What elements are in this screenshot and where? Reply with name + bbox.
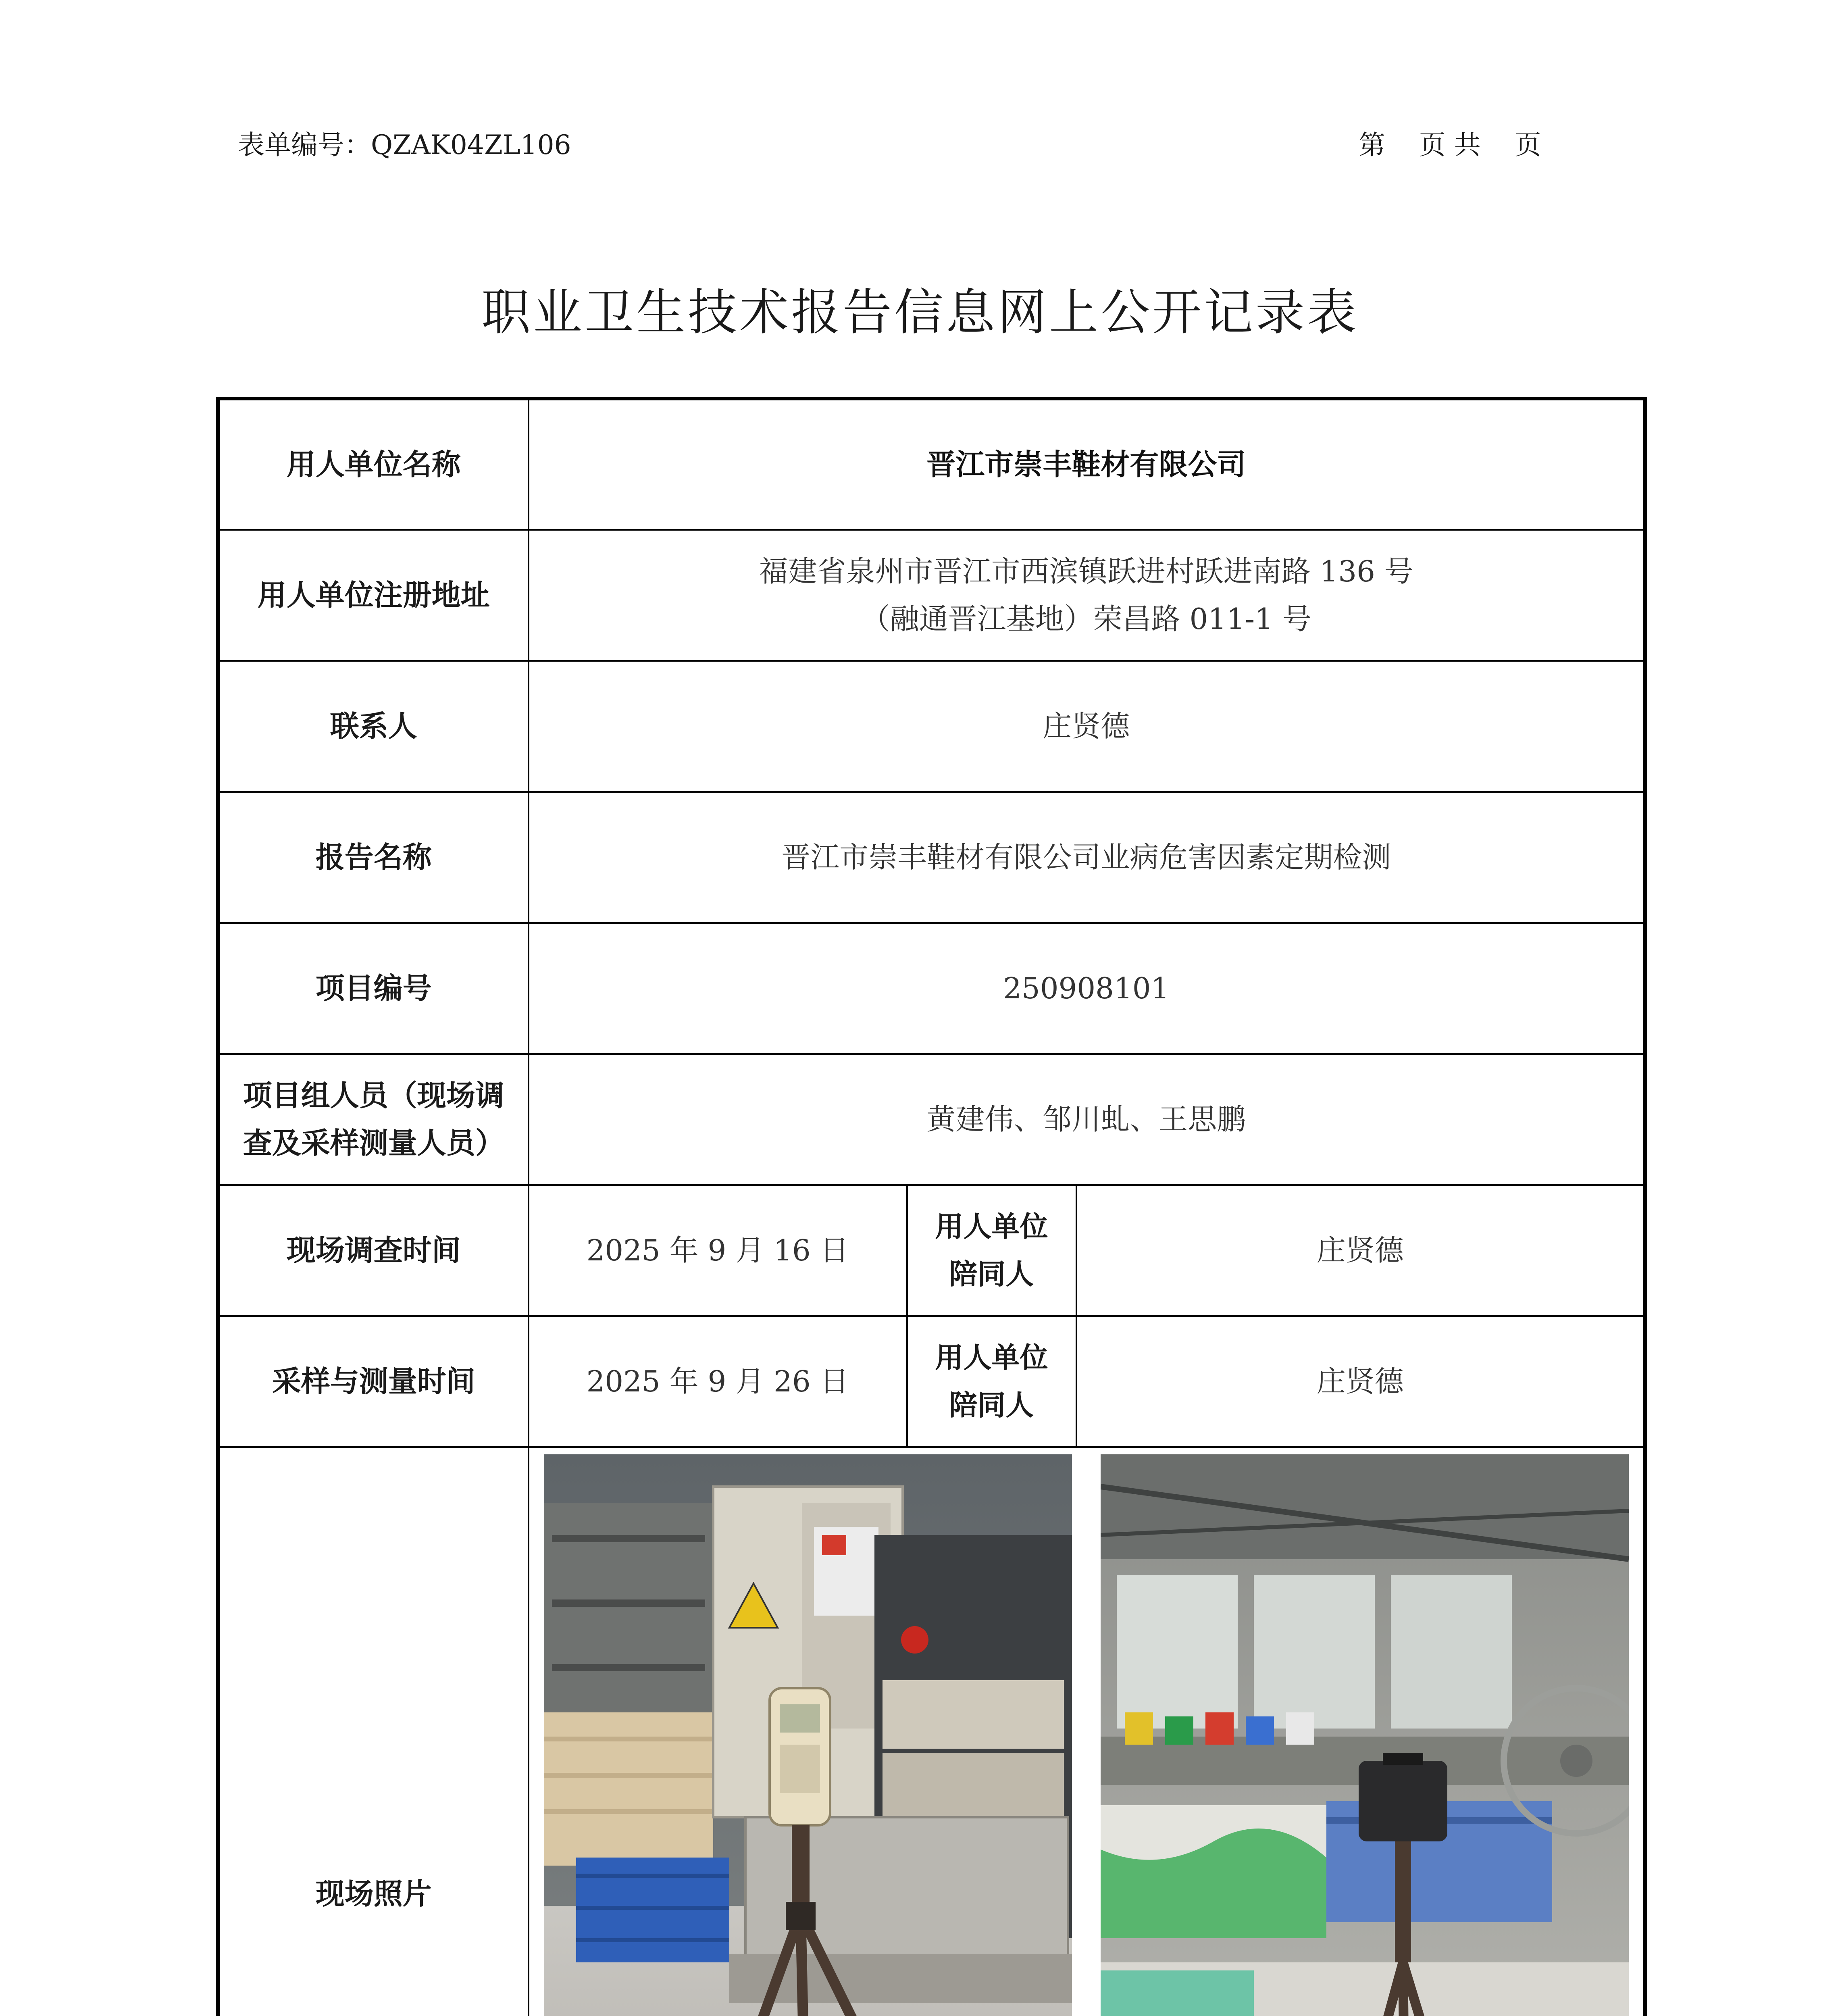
team-label-line2: 查及采样测量人员）	[243, 1126, 504, 1160]
row-project-no	[218, 923, 1645, 1054]
sampling-escort-label-line1: 用人单位	[935, 1341, 1048, 1374]
survey-escort-value: 庄贤德	[1076, 1185, 1645, 1316]
row-photos	[218, 1447, 1645, 2016]
sampling-time-value: 2025 年 9 月 26 日	[529, 1316, 907, 1447]
team-label	[218, 1054, 529, 1185]
row-registered-address	[218, 530, 1645, 661]
survey-escort-label-line2: 陪同人	[949, 1258, 1034, 1291]
team-label-line1: 项目组人员（现场调	[243, 1079, 504, 1112]
row-report-name	[218, 792, 1645, 923]
photos-container	[529, 1448, 1644, 2016]
registered-address-label: 用人单位注册地址	[218, 530, 529, 661]
registered-address-line1: 福建省泉州市晋江市西滨镇跃进村跃进南路 136 号	[759, 554, 1413, 588]
team-value: 黄建伟、邹川虬、王思鹏	[529, 1054, 1645, 1185]
record-table	[216, 397, 1647, 2016]
registered-address-value	[529, 530, 1645, 661]
site-photo-1-image	[544, 1454, 1072, 2016]
sampling-time-label: 采样与测量时间	[218, 1316, 529, 1447]
site-photo-1	[544, 1454, 1072, 2016]
row-contact	[218, 661, 1645, 792]
survey-escort-label-line1: 用人单位	[935, 1210, 1048, 1243]
project-no-value: 250908101	[529, 923, 1645, 1054]
row-sampling-time	[218, 1316, 1645, 1447]
employer-name-value: 晋江市崇丰鞋材有限公司	[529, 399, 1645, 530]
report-name-value: 晋江市崇丰鞋材有限公司业病危害因素定期检测	[529, 792, 1645, 923]
contact-label: 联系人	[218, 661, 529, 792]
employer-name-label: 用人单位名称	[218, 399, 529, 530]
sampling-escort-value: 庄贤德	[1076, 1316, 1645, 1447]
photos-cell	[529, 1447, 1645, 2016]
sampling-escort-label	[907, 1316, 1076, 1447]
site-photo-2	[1101, 1454, 1629, 2016]
row-employer-name	[218, 399, 1645, 530]
survey-escort-label	[907, 1185, 1076, 1316]
contact-value: 庄贤德	[529, 661, 1645, 792]
survey-time-value: 2025 年 9 月 16 日	[529, 1185, 907, 1316]
survey-time-label: 现场调查时间	[218, 1185, 529, 1316]
sampling-escort-label-line2: 陪同人	[949, 1389, 1034, 1422]
form-code: 表单编号：QZAK04ZL106	[238, 129, 571, 160]
document-title: 职业卫生技术报告信息网上公开记录表	[481, 284, 1359, 341]
row-survey-time	[218, 1185, 1645, 1316]
project-no-label: 项目编号	[218, 923, 529, 1054]
page-info: 第 页 共 页	[1359, 129, 1541, 160]
registered-address-line2: （融通晋江基地）荣昌路 011-1 号	[861, 602, 1311, 636]
site-photo-2-image	[1101, 1454, 1629, 2016]
report-name-label: 报告名称	[218, 792, 529, 923]
row-team	[218, 1054, 1645, 1185]
photos-label: 现场照片	[218, 1447, 529, 2016]
